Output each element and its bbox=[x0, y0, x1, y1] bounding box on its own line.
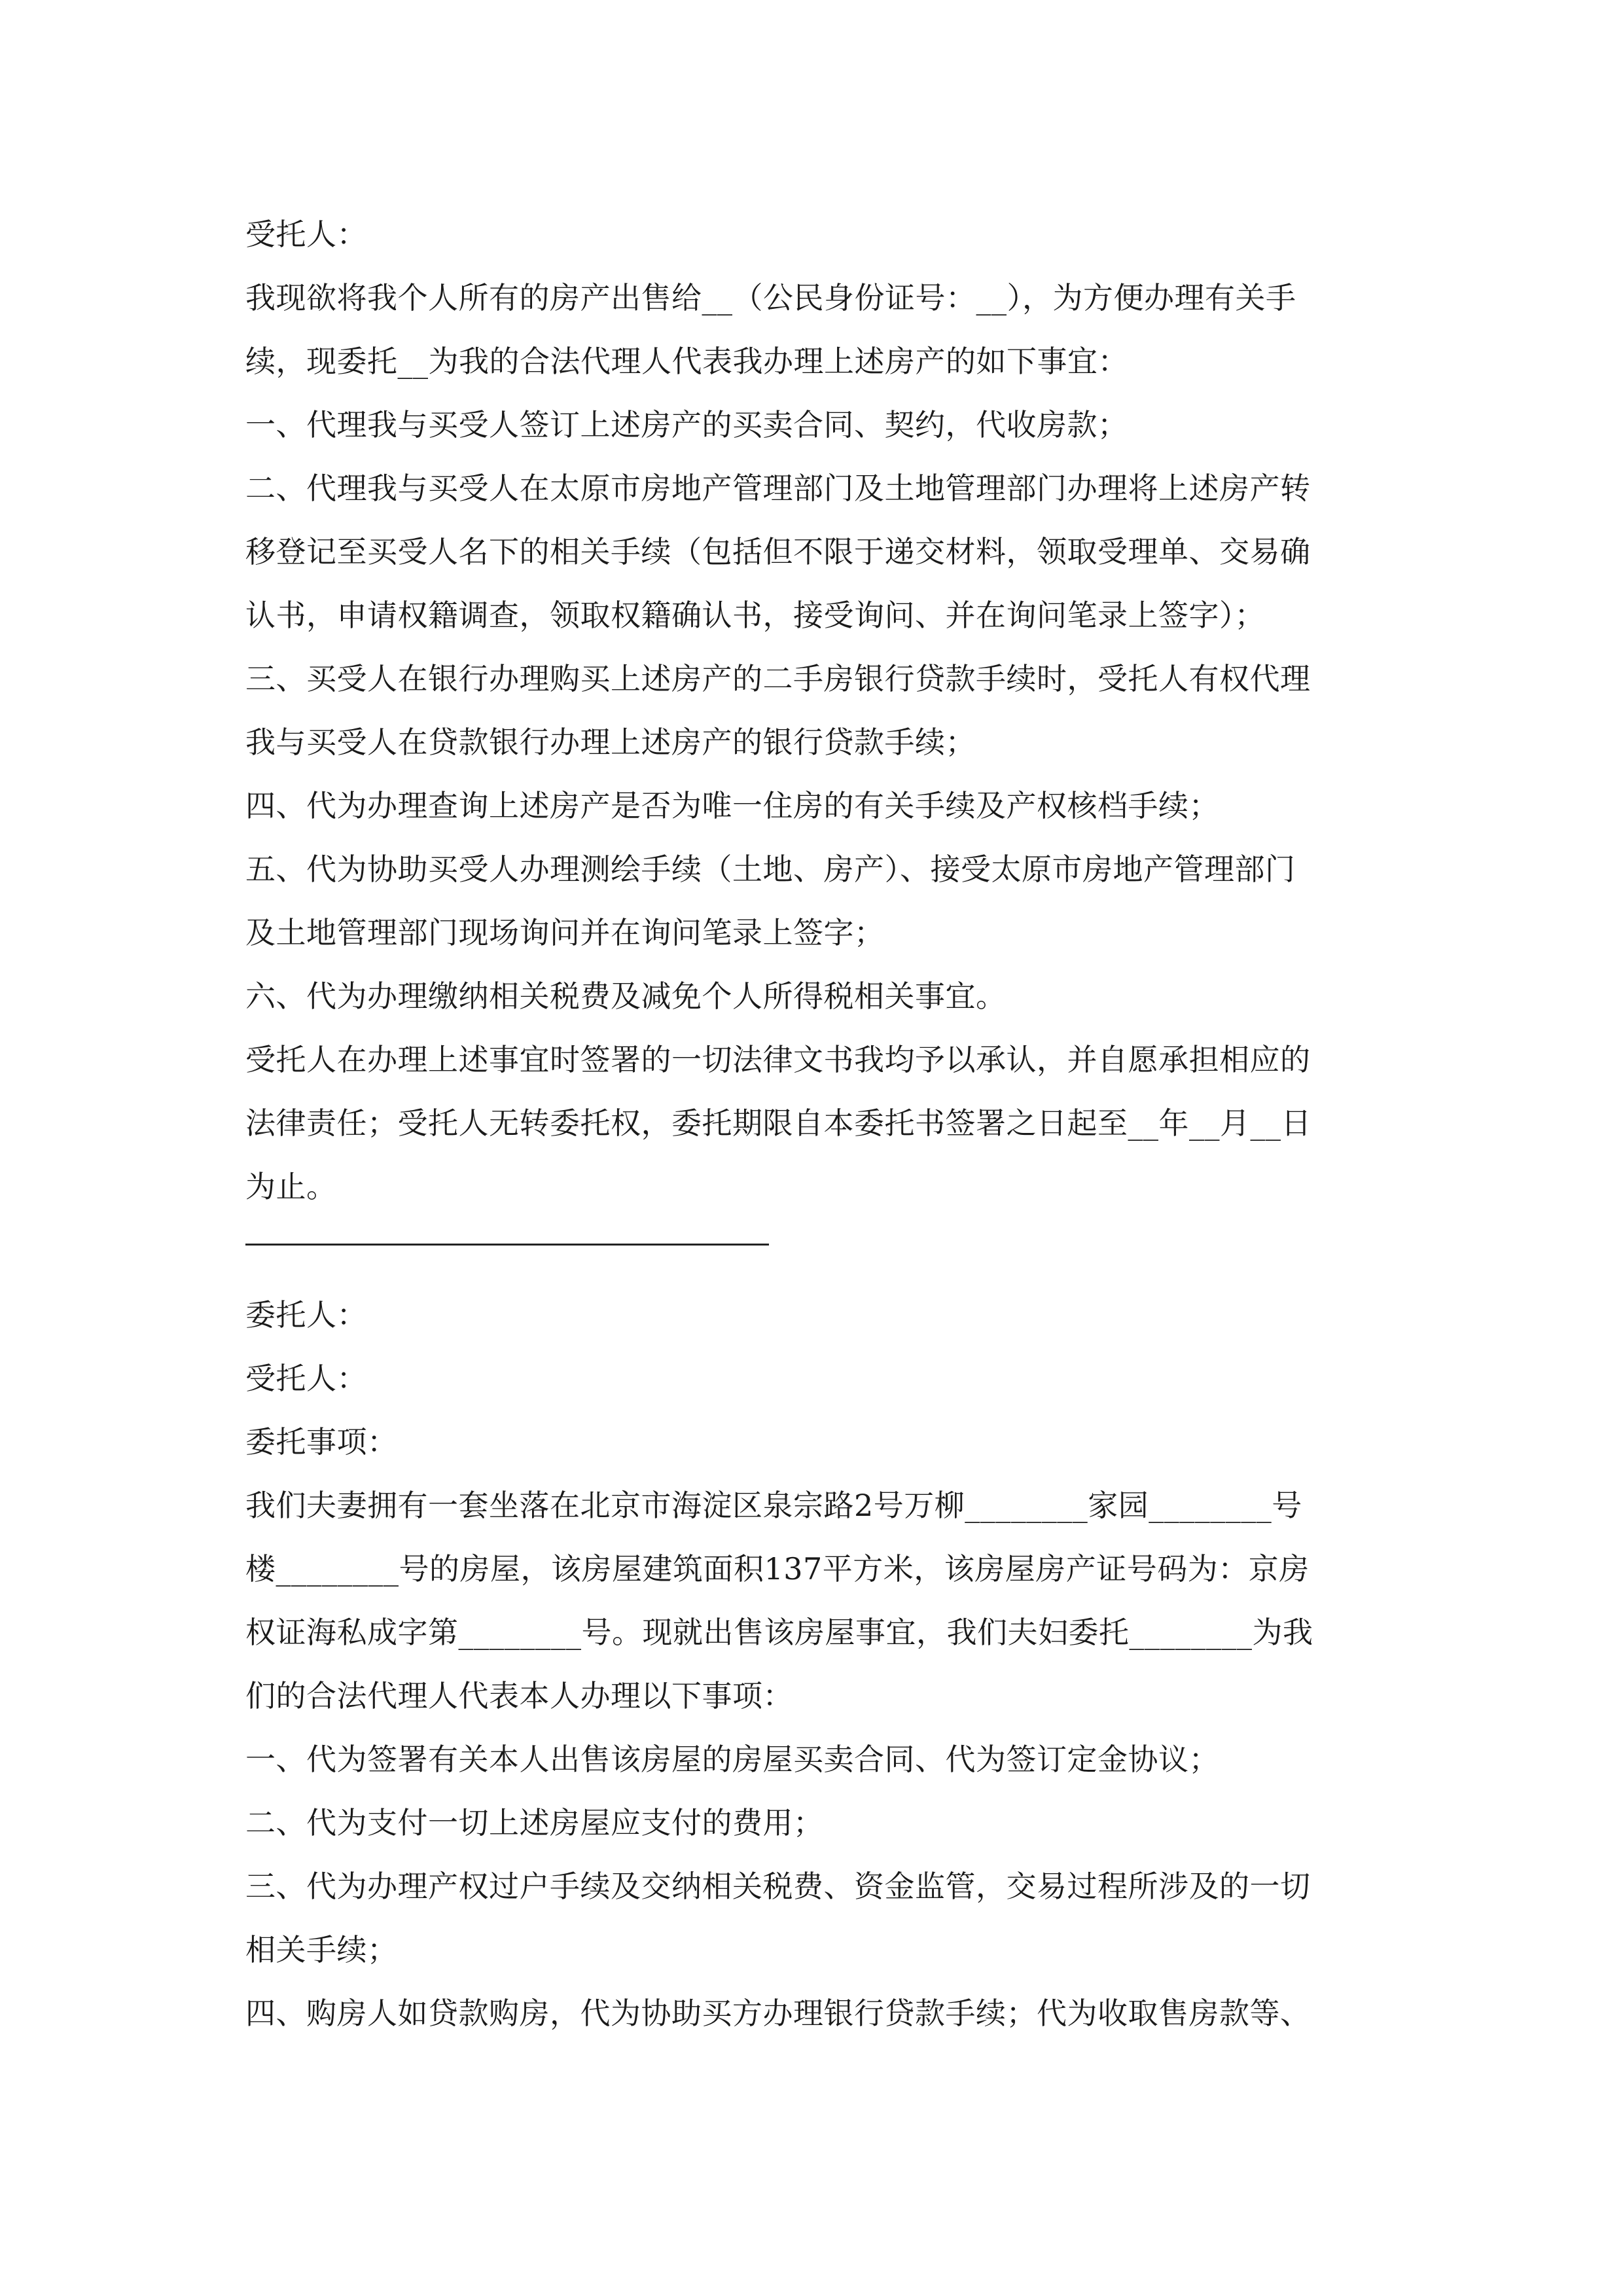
clause-5: 五、代为协助买受人办理测绘手续（土地、房产）、接受太原市房地产管理部门 bbox=[245, 852, 1296, 887]
paragraph-line: 及土地管理部门现场询问并在询问笔录上签字； bbox=[245, 915, 885, 950]
paragraph-line: 我与买受人在贷款银行办理上述房产的银行贷款手续； bbox=[245, 725, 976, 760]
clause-1: 一、代理我与买受人签订上述房产的买卖合同、契约，代收房款； bbox=[245, 407, 1128, 442]
matters-label: 委托事项： bbox=[245, 1424, 398, 1460]
paragraph-line: 相关手续； bbox=[245, 1932, 398, 1967]
section-1 bbox=[245, 203, 1384, 1219]
paragraph-line: 权证海私成字第________号。现就出售该房屋事宜，我们夫妇委托________为我 bbox=[245, 1615, 1313, 1650]
trustee-label: 受托人： bbox=[245, 217, 367, 252]
section-divider bbox=[245, 1244, 769, 1246]
clause-2: 二、代为支付一切上述房屋应支付的费用； bbox=[245, 1805, 824, 1840]
paragraph-line: 们的合法代理人代表本人办理以下事项： bbox=[245, 1678, 793, 1713]
clause-1: 一、代为签署有关本人出售该房屋的房屋买卖合同、代为签订定金协议； bbox=[245, 1742, 1219, 1777]
paragraph-line: 法律责任；受托人无转委托权，委托期限自本委托书签署之日起至__年__月__日 bbox=[245, 1105, 1311, 1141]
principal-label: 委托人： bbox=[245, 1297, 367, 1333]
section-2 bbox=[245, 1283, 1384, 2045]
paragraph-line: 我们夫妻拥有一套坐落在北京市海淀区泉宗路2号万柳________家园________号 bbox=[245, 1488, 1302, 1523]
document-page bbox=[245, 203, 1384, 2045]
paragraph-line: 移登记至买受人名下的相关手续（包括但不限于递交材料，领取受理单、交易确 bbox=[245, 534, 1311, 569]
trustee-label: 受托人： bbox=[245, 1361, 367, 1396]
clause-3: 三、代为办理产权过户手续及交纳相关税费、资金监管，交易过程所涉及的一切 bbox=[245, 1869, 1311, 1904]
paragraph-line: 认书，申请权籍调查，领取权籍确认书，接受询问、并在询问笔录上签字）； bbox=[245, 598, 1265, 633]
clause-3: 三、买受人在银行办理购买上述房产的二手房银行贷款手续时，受托人有权代理 bbox=[245, 661, 1311, 696]
paragraph-line: 续，现委托__为我的合法代理人代表我办理上述房产的如下事宜： bbox=[245, 344, 1128, 379]
paragraph-line: 楼________号的房屋，该房屋建筑面积137平方米，该房屋房产证号码为：京房 bbox=[245, 1551, 1310, 1587]
paragraph-line: 受托人在办理上述事宜时签署的一切法律文书我均予以承认，并自愿承担相应的 bbox=[245, 1042, 1311, 1077]
paragraph-line: 我现欲将我个人所有的房产出售给__（公民身份证号：__），为方便办理有关手 bbox=[245, 280, 1296, 315]
clause-6: 六、代为办理缴纳相关税费及减免个人所得税相关事宜。 bbox=[245, 978, 1007, 1014]
paragraph-line: 为止。 bbox=[245, 1169, 337, 1204]
clause-4: 四、代为办理查询上述房产是否为唯一住房的有关手续及产权核档手续； bbox=[245, 788, 1219, 823]
clause-4: 四、购房人如贷款购房，代为协助买方办理银行贷款手续；代为收取售房款等、 bbox=[245, 1996, 1311, 2031]
clause-2: 二、代理我与买受人在太原市房地产管理部门及土地管理部门办理将上述房产转 bbox=[245, 471, 1311, 506]
